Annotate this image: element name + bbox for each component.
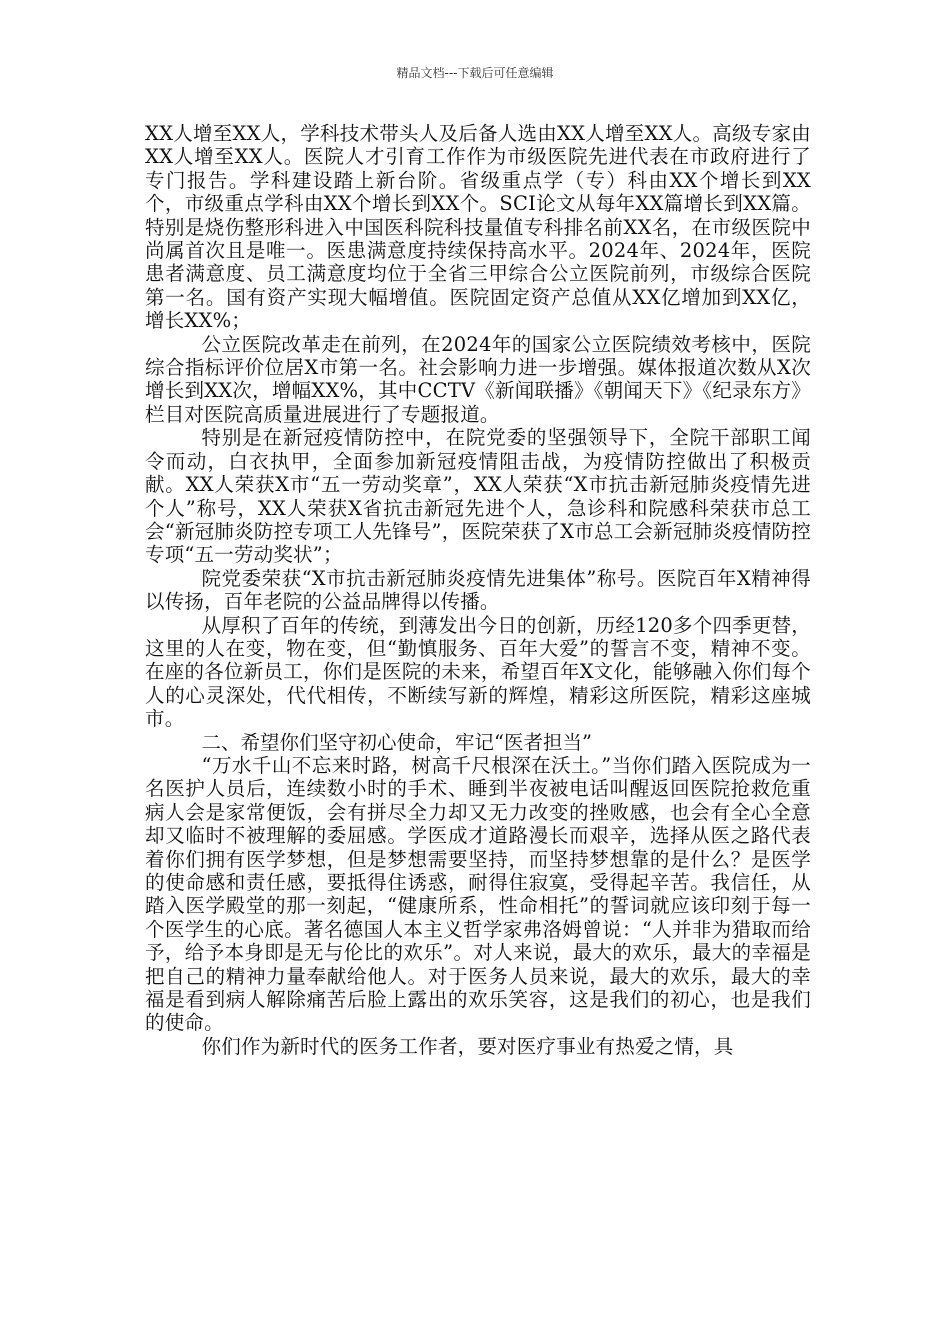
paragraph-2: 公立医院改革走在前列，在2024年的国家公立医院绩效考核中，医院综合指标评价位居X市第一名。社会影响力进一步增强。媒体报道次数从X次增长到XX次，增幅XX%，其中CCTV《新闻联播》《朝闻天下》《纪录东方》栏目对医院高质量进展进行了专题报道。 (145, 332, 811, 426)
paragraph-6: “万水千山不忘来时路，树高千尺根深在沃土。”当你们踏入医院成为一名医护人员后，连续数小时的手术、睡到半夜被电话叫醒返回医院抢救危重病人会是家常便饭，会有拼尽全力却又无力改变的挫败感，也会有全心全意却又临时不被理解的委屈感。学医成才道路漫长而艰辛，选择从医之路代表着你们拥有医学梦想，但是梦想需要坚持，而坚持梦想靠的是什么？是医学的使命感和责任感，要抵得住诱惑，耐得住寂寞，受得起辛苦。我信任，从踏入医学殿堂的那一刻起，“健康所系，性命相托”的誓词就应该印刻于每一个医学生的心底。著名德国人本主义哲学家弗洛姆曾说：“人并非为猎取而给予，给予本身即是无与伦比的欢乐”。对人来说，最大的欢乐，最大的幸福是把自己的精神力量奉献给他人。对于医务人员来说，最大的欢乐，最大的幸福是看到病人解除痛苦后脸上露出的欢乐笑容，这是我们的初心，也是我们的使命。 (145, 753, 811, 1035)
page-header: 精品文档---下载后可任意编辑 (396, 66, 554, 80)
document-body (145, 122, 811, 1058)
paragraph-1: XX人增至XX人，学科技术带头人及后备人选由XX人增至XX人。高级专家由XX人增至XX人。医院人才引育工作作为市级医院先进代表在市政府进行了专门报告。学科建设踏上新台阶。省级重点学（专）科由XX个增长到XX个，市级重点学科由XX个增长到XX个。SCI论文从每年XX篇增长到XX篇。特别是烧伤整形科进入中国医科院科技量值专科排名前XX名，在市级医院中尚属首次且是唯一。医患满意度持续保持高水平。2024年、2024年，医院患者满意度、员工满意度均位于全省三甲综合公立医院前列，市级综合医院第一名。国有资产实现大幅增值。医院固定资产总值从XX亿增加到XX亿，增长XX%； (145, 122, 811, 333)
paragraph-4: 院党委荣获“X市抗击新冠肺炎疫情先进集体”称号。医院百年X精神得以传扬，百年老院的公益品牌得以传播。 (145, 566, 811, 614)
paragraph-3: 特别是在新冠疫情防控中，在院党委的坚强领导下，全院干部职工闻令而动，白衣执甲，全面参加新冠疫情阻击战，为疫情防控做出了积极贡献。XX人荣获X市“五一劳动奖章”，XX人荣获“X市抗击新冠肺炎疫情先进个人”称号，XX人荣获X省抗击新冠先进个人，急诊科和院感科荣获市总工会“新冠肺炎防控专项工人先锋号”，医院荣获了X市总工会新冠肺炎疫情防控专项“五一劳动奖状”； (145, 426, 811, 567)
paragraph-5: 从厚积了百年的传统，到薄发出今日的创新，历经120多个四季更替，这里的人在变，物在变，但“勤慎服务、百年大爱”的誓言不变，精神不变。在座的各位新员工，你们是医院的未来，希望百年X文化，能够融入你们每个人的心灵深处，代代相传，不断续写新的辉煌，精彩这所医院，精彩这座城市。 (145, 613, 811, 731)
section-heading: 二、希望你们坚守初心使命，牢记“医者担当” (201, 730, 592, 754)
paragraph-7: 你们作为新时代的医务工作者，要对医疗事业有热爱之情，具 (201, 1034, 734, 1058)
